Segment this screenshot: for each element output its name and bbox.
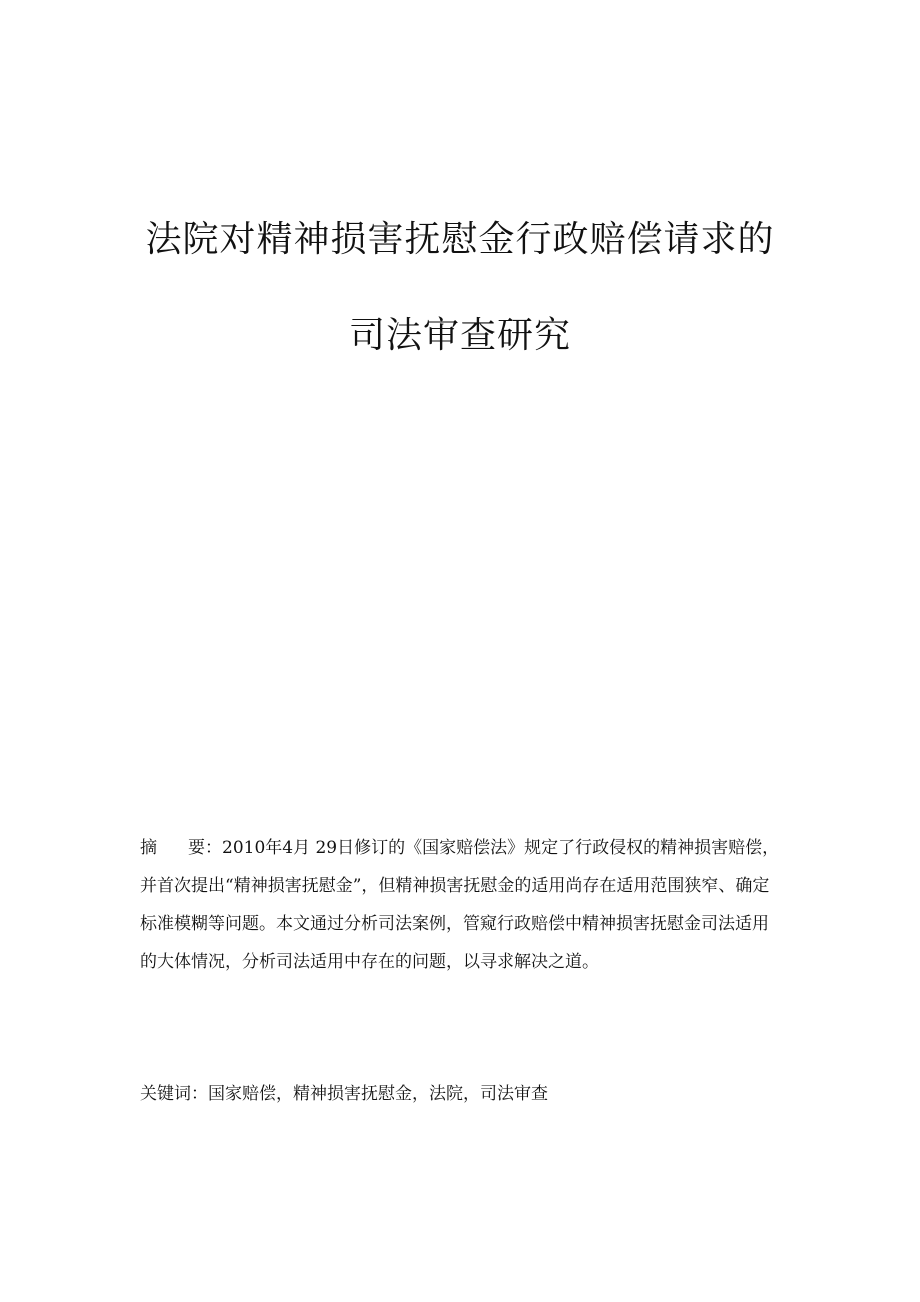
keywords-text: 国家赔偿，精神损害抚慰金，法院，司法审查	[208, 1084, 548, 1104]
abstract-label-char-1: 摘	[140, 838, 157, 858]
keywords-line	[140, 1075, 780, 1113]
abstract-paragraph	[140, 829, 780, 981]
title-line-1: 法院对精神损害抚慰金行政赔偿请求的	[145, 219, 775, 260]
keywords-label: 关键词：	[140, 1084, 208, 1104]
abstract-text: 2010年4月 29日修订的《国家赔偿法》规定了行政侵权的精神损害赔偿，并首次提出“精神损害抚慰金”，但精神损害抚慰金的适用尚存在适用范围狭窄、确定标准模糊等问题。本文通过分析司法案例，管窥行政赔偿中精神损害抚慰金司法适用的大体情况，分析司法适用中存在的问题，以寻求解决之道。	[140, 838, 780, 972]
title-line-2: 司法审查研究	[348, 315, 571, 356]
abstract-label-char-2: 要：	[188, 838, 222, 858]
